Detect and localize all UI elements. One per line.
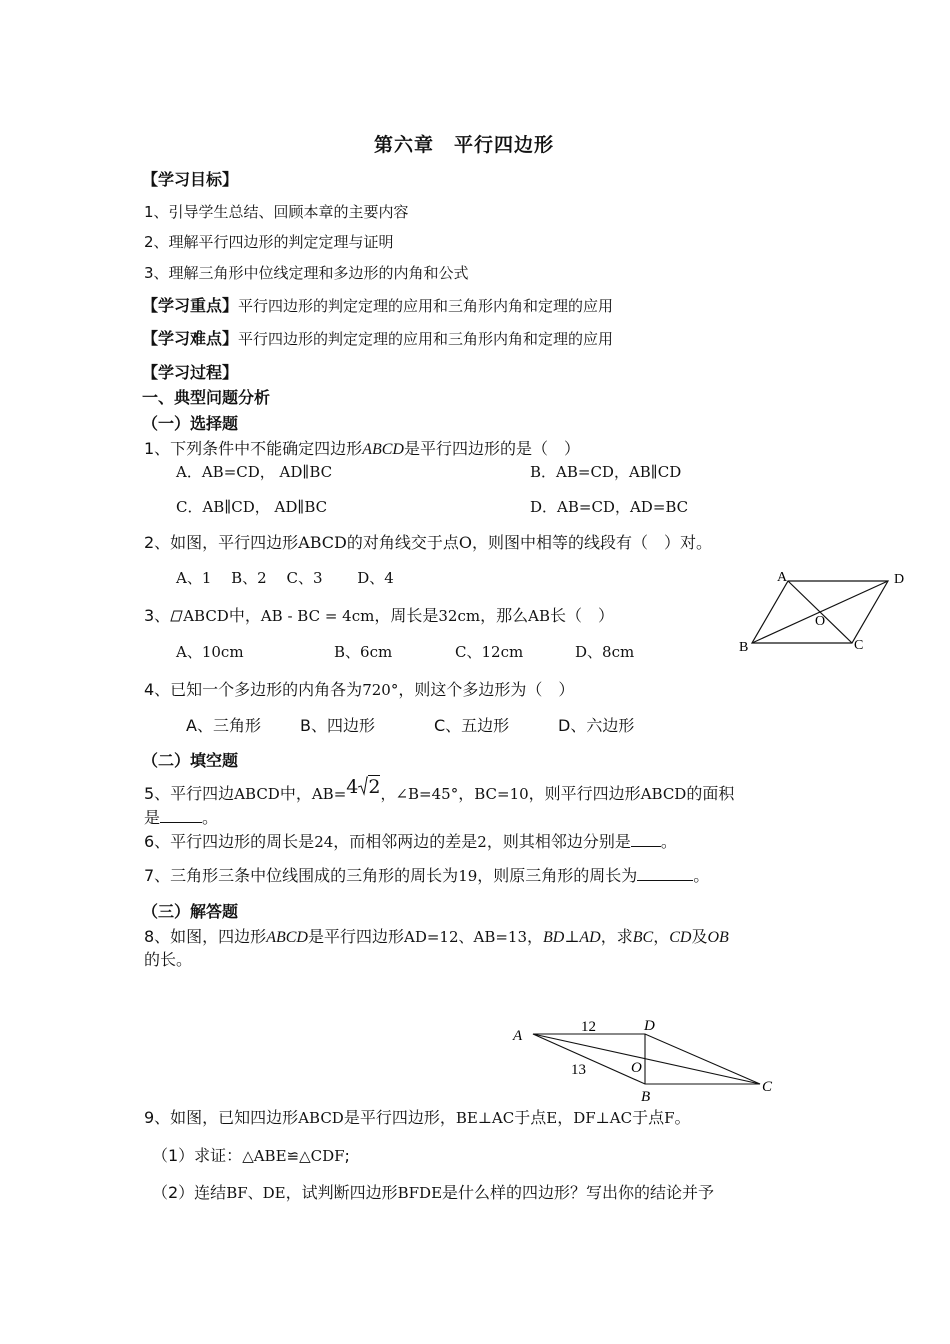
q3-option-c: C、12cm [455,643,524,661]
q1-option-c: C．AB∥CD， AD∥BC [176,498,328,516]
q9-text-2: 是平行四边形， [343,1108,456,1127]
q2-text: 2、如图，平行四边形 [144,533,299,552]
question-7 [144,863,709,886]
process-heading: 【学习过程】 [142,363,239,382]
q8-comma-2: ， [653,927,670,946]
q6-text-3: ，则其相邻边分别是 [486,832,631,851]
q6-end: 。 [660,832,677,851]
q5-ab: AB= [311,785,347,803]
q5-radicand: 2 [368,776,381,798]
q5-text-4: 的面积 [686,784,735,803]
objectives-heading: 【学习目标】 [142,170,239,189]
fig1-label-a: A [777,570,788,585]
q9-s1-text: （1）求证： [152,1146,243,1165]
q5-text-2: 中， [279,784,312,803]
q8-bc: BC [632,929,654,946]
fig1-label-b: B [739,640,749,655]
parallelogram-figure-1 [735,565,910,660]
q4-option-d: D、六边形 [558,716,635,735]
objective-item-3: 3、理解三角形中位线定理和多边形的内角和公式 [144,264,469,282]
question-5 [144,776,735,804]
page-title: 第六章 平行四边形 [374,134,555,156]
q9-s2-segments: BF、DE [226,1184,286,1202]
q3-perimeter: 32cm [438,607,481,625]
q7-answer-blank[interactable] [637,866,693,881]
q8-text: 8、如图，四边形 [144,927,267,946]
q3-number: 3、 [144,606,171,625]
q5-text: 5、平行四边 [144,784,235,803]
question-4 [144,677,574,700]
parallelogram-symbol-icon [170,610,183,622]
q3-expr: AB - BC = 4cm [260,607,375,625]
q5-answer-blank[interactable] [160,808,202,823]
fig1-diagonal-bd [752,581,888,643]
q1-option-a: A．AB=CD， AD∥BC [176,463,333,481]
q4-option-a: A、三角形 [186,716,261,735]
fig1-label-c: C [854,638,864,653]
objective-item-1: 1、引导学生总结、回顾本章的主要内容 [144,203,409,221]
q8-var: ABCD [266,929,308,946]
question-9 [144,1105,691,1128]
q3-text-2: ，周长是 [374,606,439,625]
sqrt-icon [358,778,380,797]
fig2-length-ad: 12 [581,1019,596,1035]
fig1-label-o: O [815,614,826,629]
q9-subquestion-2 [152,1180,714,1203]
q8-and: 及 [691,927,708,946]
q4-option-c: C、五边形 [434,716,510,735]
question-1 [144,436,580,459]
q5-var: ABCD [234,785,280,803]
q2-point: O [458,533,473,552]
q6-difference: 2 [477,833,487,851]
q6-text-2: ，而相邻两边的差是 [333,832,478,851]
q1-text-end: 是平行四边形的是（ ） [403,439,580,458]
q4-text: 4、已知一个多边形的内角各为 [144,680,363,699]
question-5-line-2 [144,805,218,828]
q5-text-3: ，则平行四边形 [528,784,641,803]
key-point-label: 【学习重点】 [142,296,239,315]
fig2-diagonal-ac [533,1034,760,1084]
q7-end: 。 [693,866,710,885]
q2-text-3: ，则图中相等的线段有（ ）对。 [472,533,713,552]
q3-var: ABCD [183,607,229,625]
question-8 [144,924,729,947]
key-point [142,293,613,316]
q1-var: ABCD [362,441,404,458]
q6-perimeter: 24 [314,833,334,851]
section-heading-1: 一、典型问题分析 [142,388,271,407]
q8-ob: OB [707,929,729,946]
q4-text-end: ，则这个多边形为（ ） [398,680,575,699]
q9-s2-text: （2）连结 [152,1183,227,1202]
q9-var: ABCD [298,1109,344,1127]
part-heading-solve: （三）解答题 [142,902,239,921]
fig1-label-d: D [894,572,905,587]
q5-end: 。 [202,808,219,827]
q7-text: 7、三角形三条中位线围成的三角形的周长为 [144,866,459,885]
q2-text-2: 的对角线交于点 [346,533,459,552]
difficulty-label: 【学习难点】 [142,329,239,348]
q5-var-2: ABCD [640,785,687,803]
fig2-length-ab: 13 [571,1062,586,1078]
q9-end: 。 [674,1108,691,1127]
question-8-line-2: 的长。 [144,950,193,969]
q9-s2-text-3: 是什么样的四边形？写出你的结论并予 [442,1183,715,1202]
q2-var: ABCD [298,533,347,552]
q9-point-e: E [546,1109,558,1127]
q3-side: AB [528,607,550,625]
fig2-label-o: O [631,1060,642,1076]
q3-text-4: 长（ ） [549,606,614,625]
q3-option-a: A、10cm [176,643,244,661]
q2-options: A、1 B、2 C、3 D、4 [176,569,394,587]
q1-option-b: B．AB=CD，AB∥CD [530,463,682,481]
fig2-label-c: C [762,1079,773,1095]
q8-lengths: AD=12、AB=13 [403,928,528,946]
difficulty-text: 平行四边形的判定定理的应用和三角形内角和定理的应用 [238,330,614,348]
q9-s2-text-2: ，试判断四边形 [285,1183,398,1202]
q9-text-4: 于点 [632,1108,665,1127]
q1-text: 1、下列条件中不能确定四边形 [144,439,363,458]
q4-angle: 720° [362,681,399,699]
q9-s1-congruence: △ABE≌△CDF [242,1147,345,1165]
q9-text-3: 于点 [514,1108,547,1127]
q8-comma: ， [527,927,544,946]
q5-angle: ，∠B=45° [380,785,459,803]
q3-option-b: B、6cm [334,643,393,661]
parallelogram-figure-2 [505,1013,785,1105]
fig2-label-a: A [513,1028,523,1044]
q9-comma: ， [557,1108,574,1127]
q5-text-5: 是 [144,808,161,827]
q7-perimeter: 19 [458,867,478,885]
q9-s2-var: BFDE [397,1184,443,1202]
question-6 [144,829,677,852]
q9-text: 9、如图，已知四边形 [144,1108,299,1127]
q1-option-d: D．AB=CD，AD=BC [530,498,689,516]
q9-point-f: F [664,1109,675,1127]
q8-cd: CD [669,929,692,946]
q6-text: 6、平行四边形的周长是 [144,832,315,851]
difficulty [142,326,613,349]
q9-be: BE⊥AC [455,1109,515,1127]
question-3 [144,603,614,626]
objective-item-2: 2、理解平行四边形的判定定理与证明 [144,233,394,251]
q5-bc: BC=10 [474,785,529,803]
q3-text-1: 中， [228,606,261,625]
question-2 [144,530,712,553]
fig2-label-d: D [644,1018,655,1034]
q5-comma: ， [458,784,475,803]
key-point-text: 平行四边形的判定定理的应用和三角形内角和定理的应用 [238,297,614,315]
q3-option-d: D、8cm [575,643,635,661]
part-heading-fill: （二）填空题 [142,751,239,770]
q7-text-2: ，则原三角形的周长为 [477,866,638,885]
q9-s1-end: ; [344,1146,350,1165]
q9-subquestion-1 [152,1143,350,1166]
q8-perp: BD⊥AD [543,929,601,946]
q5-coefficient: 4 [346,776,359,798]
fig2-label-b: B [641,1089,651,1105]
q4-option-b: B、四边形 [300,716,375,735]
q9-df: DF⊥AC [573,1109,633,1127]
q3-text-3: ，那么 [480,606,529,625]
q6-answer-blank[interactable] [631,832,661,847]
q8-text-3: ，求 [600,927,633,946]
part-heading-choice: （一）选择题 [142,414,239,433]
q8-text-2: 是平行四边形 [307,927,404,946]
